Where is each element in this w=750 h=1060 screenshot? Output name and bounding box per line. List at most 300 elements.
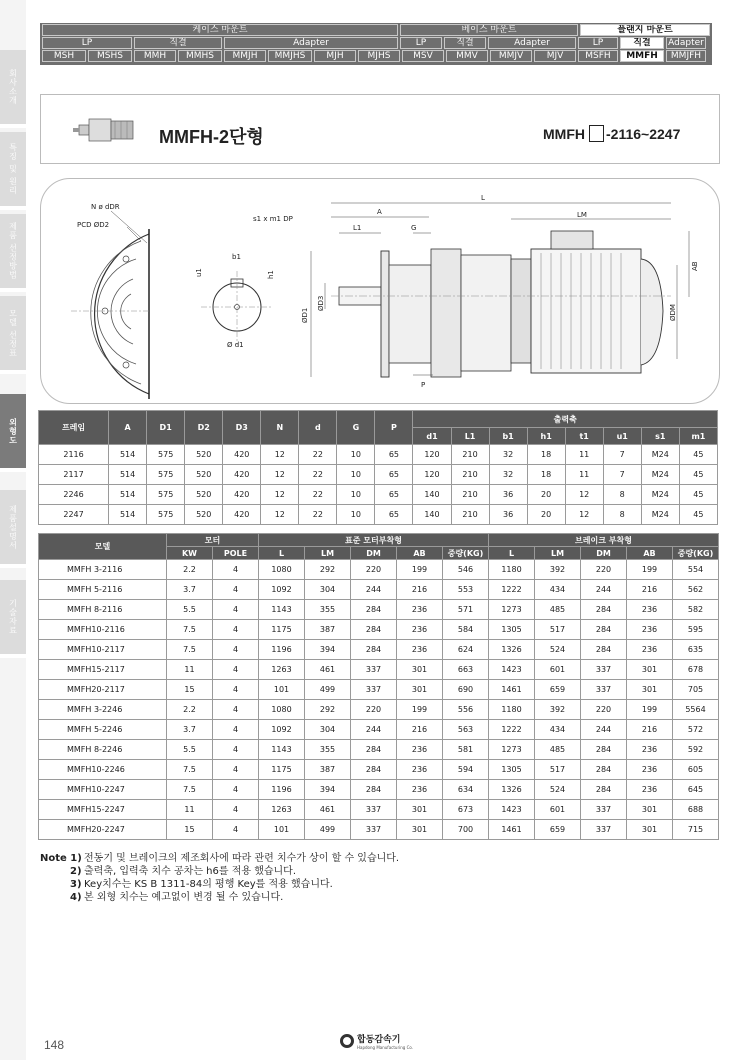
table-cell: 420 (223, 485, 261, 505)
table-cell: 4 (213, 700, 259, 720)
side-tab-manual[interactable]: 제품설명서 (0, 490, 26, 568)
table-cell: 301 (397, 800, 443, 820)
model-row (39, 720, 719, 740)
table-cell: 45 (679, 505, 717, 525)
side-nav (0, 0, 26, 1060)
table-cell: 22 (299, 505, 337, 525)
nav-mjhs[interactable]: MJHS (358, 50, 400, 62)
frame-row (39, 445, 718, 465)
label-D1: ØD1 (301, 307, 309, 323)
table-cell: 12 (565, 505, 603, 525)
table-cell: 553 (443, 580, 489, 600)
note-1: Note 1) 전동기 및 브레이크의 제조회사에 따라 관련 치수가 상이 할 수 있습니다. (40, 853, 400, 864)
nav-case-lp[interactable]: LP (42, 37, 132, 49)
col-group-motor: 모터 (167, 534, 259, 547)
code-placeholder-box (589, 125, 604, 142)
table-cell: 4 (213, 660, 259, 680)
table-cell: 420 (223, 505, 261, 525)
table-cell: 12 (261, 505, 299, 525)
table-cell: 199 (627, 560, 673, 580)
table-cell: 284 (351, 640, 397, 660)
table-cell: 4 (213, 800, 259, 820)
side-tab-tech[interactable]: 기술자료 (0, 580, 26, 658)
model-row (39, 560, 719, 580)
table-cell: 634 (443, 780, 489, 800)
table-cell: 4 (213, 720, 259, 740)
table-cell: 4 (213, 640, 259, 660)
table-cell: 1326 (489, 780, 535, 800)
page-title: MMFH-2단형 (159, 127, 264, 147)
note-2: 2) 출력축, 입력축 치수 공차는 h6를 적용 했습니다. (70, 866, 297, 877)
nav-case-direct[interactable]: 직결 (134, 37, 222, 49)
table-cell: 355 (305, 740, 351, 760)
label-P: P (421, 381, 426, 389)
table-cell: 1273 (489, 600, 535, 620)
table-cell: 12 (565, 485, 603, 505)
table-cell: 284 (581, 780, 627, 800)
table-cell: 485 (535, 740, 581, 760)
table-cell: 236 (627, 600, 673, 620)
table-cell: 10 (337, 485, 375, 505)
table-cell: 15 (167, 680, 213, 700)
label-AB: AB (691, 261, 699, 271)
table-cell: 7 (603, 465, 641, 485)
table-cell: 5564 (673, 700, 719, 720)
table-cell: 387 (305, 620, 351, 640)
table-cell: 575 (147, 465, 185, 485)
table-cell: 1196 (259, 780, 305, 800)
nav-case-adapter[interactable]: Adapter (224, 37, 398, 49)
nav-msh[interactable]: MSH (42, 50, 86, 62)
frame-table-body (39, 445, 718, 525)
table-cell: 355 (305, 600, 351, 620)
model-dimension-table: 모델 모터 표준 모터부착형 브레이크 부착형 KW POLE L LM DM AB 중량(KG) L LM DM AB 중량(KG) MMFH 3-2116 2.2 4 1080 292 220 199 546 1180 392 220 199 554 MMFH 5-2116 3.7 4 1092 304 244 216 553 1222 434 244 216 562 MMFH 8-2116 5.5 4 1143 355 284 236 571 1273 485 284 236 582 MMFH10-2116 7.5 4 1175 387 284 236 584 1305 517 284 236 595 MMFH10-2117 7.5 4 1196 394 284 236 624 1326 524 284 236 635 MMFH15-2117 11 4 1263 461 337 301 663 1423 601 337 301 678 MMFH20-2117 15 4 101 499 337 301 690 1461 659 337 301 705 MMFH 3-2246 2.2 4 1080 292 220 199 556 1180 392 220 199 5564 MMFH 5-2246 3.7 4 1092 304 244 216 563 1222 434 244 216 572 MMFH 8-2246 5.5 4 1143 355 284 236 581 1273 485 284 236 592 MMFH10-2246 7.5 4 1175 387 284 236 594 1305 517 284 236 605 MMFH10-2247 7.5 4 1196 394 284 236 634 1326 524 284 236 645 MMFH15-2247 11 4 1263 461 337 301 673 1423 601 337 301 688 MMFH20-2247 15 4 101 499 337 301 700 1461 659 337 301 715 (38, 533, 719, 840)
table-cell: 1092 (259, 720, 305, 740)
table-cell: 301 (627, 660, 673, 680)
table-cell: 514 (109, 505, 147, 525)
table-cell: 554 (673, 560, 719, 580)
title-box (40, 94, 720, 164)
table-cell: 499 (305, 820, 351, 840)
table-cell: 601 (535, 800, 581, 820)
label-G: G (411, 224, 417, 232)
table-cell: 20 (527, 485, 565, 505)
model-row (39, 700, 719, 720)
table-cell: 120 (413, 465, 451, 485)
table-cell: 2116 (39, 445, 109, 465)
label-u1: u1 (195, 268, 203, 277)
side-tab-model[interactable]: 모델 선정표 (0, 296, 26, 374)
table-cell: 499 (305, 680, 351, 700)
table-cell: 216 (397, 580, 443, 600)
table-cell: 2247 (39, 505, 109, 525)
table-cell: 22 (299, 485, 337, 505)
table-cell: 520 (185, 505, 223, 525)
table-cell: 524 (535, 780, 581, 800)
table-cell: 337 (581, 820, 627, 840)
table-cell: 624 (443, 640, 489, 660)
table-cell: 284 (581, 620, 627, 640)
table-cell: 520 (185, 465, 223, 485)
table-cell: 584 (443, 620, 489, 640)
table-cell: 434 (535, 580, 581, 600)
table-cell: 394 (305, 640, 351, 660)
table-cell: MMFH 8-2116 (39, 600, 167, 620)
label-s1m1: s1 x m1 DP (253, 215, 293, 223)
table-cell: 301 (627, 800, 673, 820)
table-cell: MMFH10-2116 (39, 620, 167, 640)
nav-msfh[interactable]: MSFH (578, 50, 618, 62)
nav-mmjv[interactable]: MMJV (490, 50, 532, 62)
table-cell: 575 (147, 485, 185, 505)
frame-row (39, 505, 718, 525)
nav-mmfh[interactable]: MMFH (620, 50, 664, 62)
table-cell: 236 (627, 740, 673, 760)
table-cell: 11 (167, 800, 213, 820)
table-cell: 210 (451, 445, 489, 465)
nav-case-mount[interactable]: 케이스 마운트 (42, 24, 398, 36)
table-cell: 2117 (39, 465, 109, 485)
table-cell: 292 (305, 700, 351, 720)
table-cell: 4 (213, 740, 259, 760)
table-cell: 394 (305, 780, 351, 800)
table-cell: 524 (535, 640, 581, 660)
table-cell: 581 (443, 740, 489, 760)
table-cell: 659 (535, 820, 581, 840)
nav-base-direct[interactable]: 직결 (444, 37, 486, 49)
col-frame: 프레임 (39, 411, 109, 445)
table-cell: 4 (213, 780, 259, 800)
col-group-brake: 브레이크 부착형 (489, 534, 719, 547)
table-cell: 8 (603, 485, 641, 505)
table-cell: 210 (451, 485, 489, 505)
table-cell: M24 (641, 445, 679, 465)
nav-flange-adapter[interactable]: Adapter (666, 37, 706, 49)
table-cell: 7 (603, 445, 641, 465)
table-cell: 1423 (489, 660, 535, 680)
table-cell: 244 (351, 580, 397, 600)
col-model: 모델 (39, 534, 167, 560)
model-row (39, 780, 719, 800)
nav-base-mount[interactable]: 베이스 마운트 (400, 24, 578, 36)
side-tab-selection[interactable]: 제품 선정방법 (0, 214, 26, 292)
table-cell: 3.7 (167, 720, 213, 740)
table-cell: 690 (443, 680, 489, 700)
table-cell: 284 (581, 600, 627, 620)
table-cell: 216 (627, 580, 673, 600)
table-cell: 700 (443, 820, 489, 840)
table-cell: 517 (535, 760, 581, 780)
table-cell: 12 (261, 465, 299, 485)
table-cell: 32 (489, 445, 527, 465)
table-cell: 11 (167, 660, 213, 680)
table-cell: 10 (337, 465, 375, 485)
table-cell: 420 (223, 445, 261, 465)
table-cell: 337 (351, 680, 397, 700)
table-cell: 7.5 (167, 640, 213, 660)
table-cell: 301 (397, 660, 443, 680)
table-cell: MMFH10-2117 (39, 640, 167, 660)
table-cell: 284 (351, 780, 397, 800)
table-cell: 36 (489, 505, 527, 525)
table-cell: 575 (147, 445, 185, 465)
table-cell: MMFH 5-2246 (39, 720, 167, 740)
table-cell: 236 (627, 760, 673, 780)
table-cell: 244 (581, 720, 627, 740)
table-cell: 595 (673, 620, 719, 640)
table-cell: 546 (443, 560, 489, 580)
nav-mmjfh[interactable]: MMJFH (666, 50, 706, 62)
model-row (39, 740, 719, 760)
table-cell: 236 (627, 620, 673, 640)
table-cell: MMFH 8-2246 (39, 740, 167, 760)
label-D3: ØD3 (317, 295, 325, 311)
gear-logo-icon (340, 1034, 354, 1048)
side-tab-outline[interactable]: 외형도 (0, 394, 26, 472)
table-cell: 236 (397, 760, 443, 780)
table-cell: 605 (673, 760, 719, 780)
table-cell: 592 (673, 740, 719, 760)
table-cell: 601 (535, 660, 581, 680)
table-cell: 392 (535, 700, 581, 720)
nav-mmjh[interactable]: MMJH (224, 50, 266, 62)
table-cell: M24 (641, 465, 679, 485)
table-cell: 1326 (489, 640, 535, 660)
label-pcd: PCD ØD2 (77, 221, 110, 229)
table-cell: 101 (259, 680, 305, 700)
table-cell: 216 (397, 720, 443, 740)
model-code: MMFH -2116~2247 (543, 125, 681, 142)
table-cell: 1263 (259, 800, 305, 820)
table-cell: 199 (627, 700, 673, 720)
table-cell: 12 (261, 445, 299, 465)
table-cell: 2.2 (167, 560, 213, 580)
table-cell: 659 (535, 680, 581, 700)
table-cell: 284 (351, 600, 397, 620)
table-cell: 563 (443, 720, 489, 740)
table-cell: 10 (337, 445, 375, 465)
table-cell: 1143 (259, 600, 305, 620)
col-group-standard: 표준 모터부착형 (259, 534, 489, 547)
table-cell: 199 (397, 560, 443, 580)
model-row (39, 820, 719, 840)
table-cell: MMFH 3-2116 (39, 560, 167, 580)
model-row (39, 580, 719, 600)
table-cell: 1175 (259, 760, 305, 780)
table-cell: 210 (451, 505, 489, 525)
table-cell: 4 (213, 600, 259, 620)
label-A: A (377, 208, 382, 216)
table-cell: 301 (627, 820, 673, 840)
table-cell: 514 (109, 445, 147, 465)
table-cell: 304 (305, 580, 351, 600)
nav-mmh[interactable]: MMH (134, 50, 176, 62)
nav-mjv[interactable]: MJV (534, 50, 576, 62)
table-cell: 594 (443, 760, 489, 780)
notes (40, 852, 399, 904)
company-logo: 합동감속기 Hapdong Manufacturing Co. (340, 1032, 413, 1050)
table-cell: 22 (299, 445, 337, 465)
table-cell: MMFH10-2247 (39, 780, 167, 800)
nav-flange-lp[interactable]: LP (578, 37, 618, 49)
table-cell: 236 (397, 780, 443, 800)
table-cell: 520 (185, 445, 223, 465)
model-row (39, 660, 719, 680)
table-cell: 1461 (489, 820, 535, 840)
table-cell: 301 (397, 680, 443, 700)
table-cell: 210 (451, 465, 489, 485)
table-cell: 7.5 (167, 620, 213, 640)
table-cell: 1423 (489, 800, 535, 820)
table-cell: 571 (443, 600, 489, 620)
table-cell: 4 (213, 760, 259, 780)
table-cell: 45 (679, 445, 717, 465)
table-cell: 673 (443, 800, 489, 820)
nav-mjh[interactable]: MJH (314, 50, 356, 62)
nav-mmjhs[interactable]: MMJHS (268, 50, 312, 62)
model-table-body (39, 560, 719, 840)
table-cell: 4 (213, 560, 259, 580)
table-cell: 7.5 (167, 760, 213, 780)
table-cell: 1196 (259, 640, 305, 660)
table-cell: 705 (673, 680, 719, 700)
table-cell: 292 (305, 560, 351, 580)
table-cell: 1180 (489, 560, 535, 580)
table-cell: 635 (673, 640, 719, 660)
table-cell: 337 (351, 660, 397, 680)
nav-mmhs[interactable]: MMHS (178, 50, 222, 62)
table-cell: 4 (213, 820, 259, 840)
table-cell: 220 (351, 560, 397, 580)
table-cell: 4 (213, 580, 259, 600)
table-cell: 572 (673, 720, 719, 740)
table-cell: MMFH15-2117 (39, 660, 167, 680)
nav-msv[interactable]: MSV (402, 50, 444, 62)
table-cell: 220 (581, 700, 627, 720)
table-cell: 715 (673, 820, 719, 840)
table-cell: MMFH 3-2246 (39, 700, 167, 720)
table-cell: 514 (109, 485, 147, 505)
table-cell: 1080 (259, 700, 305, 720)
table-cell: 236 (627, 780, 673, 800)
table-cell: 65 (375, 445, 413, 465)
reducer-thumbnail-icon (71, 107, 141, 157)
table-cell: 1222 (489, 720, 535, 740)
table-cell: 645 (673, 780, 719, 800)
table-cell: 520 (185, 485, 223, 505)
table-cell: 12 (261, 485, 299, 505)
table-cell: 337 (351, 820, 397, 840)
table-cell: 4 (213, 680, 259, 700)
model-row (39, 600, 719, 620)
label-DM: ØDM (669, 304, 677, 321)
table-cell: 244 (351, 720, 397, 740)
table-cell: 337 (581, 660, 627, 680)
table-cell: 284 (581, 640, 627, 660)
nav-flange-mount[interactable]: 플랜지 마운트 (580, 24, 710, 36)
table-cell: 485 (535, 600, 581, 620)
table-cell: 337 (581, 680, 627, 700)
table-cell: 1305 (489, 620, 535, 640)
table-cell: 304 (305, 720, 351, 740)
table-cell: 236 (397, 640, 443, 660)
nav-mmv[interactable]: MMV (446, 50, 488, 62)
nav-base-adapter[interactable]: Adapter (488, 37, 576, 49)
table-cell: 575 (147, 505, 185, 525)
table-cell: 337 (351, 800, 397, 820)
table-cell: 10 (337, 505, 375, 525)
col-group-output-shaft: 출력축 (413, 411, 718, 428)
table-cell: 284 (581, 740, 627, 760)
table-cell: 2246 (39, 485, 109, 505)
table-cell: 11 (565, 465, 603, 485)
model-row (39, 760, 719, 780)
table-cell: 688 (673, 800, 719, 820)
table-cell: 1263 (259, 660, 305, 680)
label-L: L (481, 194, 485, 202)
label-L1: L1 (353, 224, 362, 232)
table-cell: 392 (535, 560, 581, 580)
label-LM: LM (577, 211, 587, 219)
table-cell: 284 (351, 740, 397, 760)
nav-flange-direct[interactable]: 직결 (620, 37, 664, 49)
table-cell: 562 (673, 580, 719, 600)
table-cell: 556 (443, 700, 489, 720)
table-cell: 11 (565, 445, 603, 465)
table-cell: MMFH 5-2116 (39, 580, 167, 600)
table-cell: 1180 (489, 700, 535, 720)
table-cell: 434 (535, 720, 581, 740)
table-cell: 140 (413, 485, 451, 505)
table-cell: 20 (527, 505, 565, 525)
table-cell: 1273 (489, 740, 535, 760)
nav-mshs[interactable]: MSHS (88, 50, 132, 62)
table-cell: 3.7 (167, 580, 213, 600)
table-cell: 101 (259, 820, 305, 840)
table-cell: 36 (489, 485, 527, 505)
table-cell: MMFH20-2117 (39, 680, 167, 700)
table-cell: 284 (351, 760, 397, 780)
table-cell: 5.5 (167, 740, 213, 760)
table-cell: 45 (679, 485, 717, 505)
table-cell: 337 (581, 800, 627, 820)
frame-row (39, 465, 718, 485)
table-cell: 517 (535, 620, 581, 640)
side-tab-company[interactable]: 회사소개 (0, 50, 26, 128)
table-cell: 1092 (259, 580, 305, 600)
table-cell: 199 (397, 700, 443, 720)
frame-row (39, 485, 718, 505)
page-number: 148 (44, 1038, 65, 1052)
table-cell: MMFH20-2247 (39, 820, 167, 840)
table-cell: 32 (489, 465, 527, 485)
table-cell: 22 (299, 465, 337, 485)
table-cell: 236 (397, 620, 443, 640)
frame-dimension-table: 프레임 A D1 D2 D3 N d G P 출력축 d1 L1 b1 h1 t1 u1 s1 m1 2116 514 575 520 420 12 22 10 65 120 210 32 18 11 7 M24 45 2117 514 575 520 420 12 22 10 65 120 210 32 18 11 7 M24 45 2246 514 575 520 420 12 22 10 65 140 210 36 20 12 8 M24 45 2247 514 575 520 420 12 22 10 65 140 210 36 20 12 8 M24 45 (38, 410, 718, 525)
table-cell: M24 (641, 485, 679, 505)
label-b1: b1 (232, 253, 241, 261)
table-cell: 1175 (259, 620, 305, 640)
side-tab-features[interactable]: 특징 및 원리 (0, 132, 26, 210)
label-ndr: N ø dDR (91, 203, 120, 211)
table-cell: MMFH15-2247 (39, 800, 167, 820)
table-cell: 8 (603, 505, 641, 525)
table-cell: 65 (375, 505, 413, 525)
table-cell: 461 (305, 800, 351, 820)
flange-front-view (71, 211, 151, 399)
table-cell: 5.5 (167, 600, 213, 620)
nav-base-lp[interactable]: LP (400, 37, 442, 49)
